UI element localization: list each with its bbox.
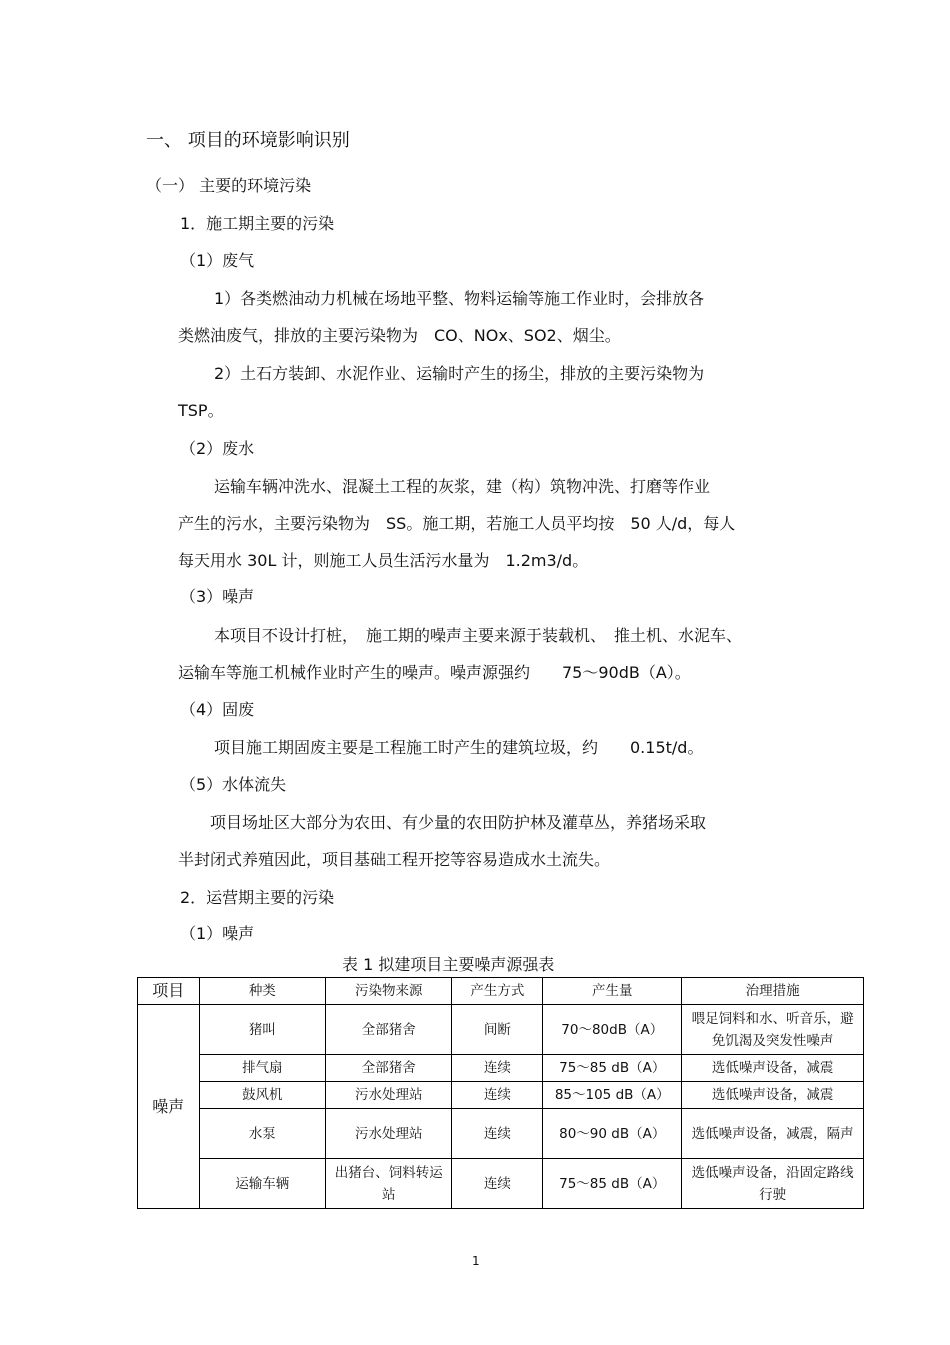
cell-kind: 排气扇 xyxy=(199,1055,325,1082)
wastewater-heading: （2）废水 xyxy=(180,439,255,458)
cell-mode: 连续 xyxy=(452,1159,543,1209)
noise-heading: （3）噪声 xyxy=(180,587,255,606)
noise-source-table xyxy=(137,977,864,1209)
table-caption: 表 1 拟建项目主要噪声源强表 xyxy=(342,955,555,974)
cell-amount: 75～85 dB（A） xyxy=(543,1055,682,1082)
cell-kind: 水泵 xyxy=(199,1109,325,1159)
operation-heading: 2．运营期主要的污染 xyxy=(180,888,335,907)
table-row xyxy=(138,1082,864,1109)
cell-measure: 选低噪声设备，沿固定路线行驶 xyxy=(682,1159,864,1209)
operation-noise-heading: （1）噪声 xyxy=(180,924,255,943)
exhaust-paragraph-2-line-2: TSP。 xyxy=(178,401,224,420)
wastewater-line-3: 每天用水 30L 计，则施工人员生活污水量为 1.2m3/d。 xyxy=(178,551,589,570)
cell-kind: 运输车辆 xyxy=(199,1159,325,1209)
cell-kind: 鼓风机 xyxy=(199,1082,325,1109)
cell-measure: 喂足饲料和水、听音乐，避免饥渴及突发性噪声 xyxy=(682,1005,864,1055)
cell-source: 污水处理站 xyxy=(326,1109,452,1159)
header-cell: 种类 xyxy=(199,978,325,1005)
wastewater-line-1: 运输车辆冲洗水、混凝土工程的灰浆，建（构）筑物冲洗、打磨等作业 xyxy=(214,477,711,496)
wastewater-line-2: 产生的污水，主要污染物为 SS。施工期，若施工人员平均按 50 人/d，每人 xyxy=(178,514,736,533)
header-cell: 产生量 xyxy=(543,978,682,1005)
soil-erosion-line-2: 半封闭式养殖因此，项目基础工程开挖等容易造成水土流失。 xyxy=(178,850,611,869)
table-header-row xyxy=(138,978,864,1005)
page-number: 1 xyxy=(472,1254,480,1268)
construction-heading: 1．施工期主要的污染 xyxy=(180,214,335,233)
noise-line-1: 本项目不设计打桩， 施工期的噪声主要来源于装载机、 推土机、水泥车、 xyxy=(214,626,743,645)
group-label: 噪声 xyxy=(138,1005,200,1209)
exhaust-paragraph-2-line-1: 2）土石方装卸、水泥作业、运输时产生的扬尘，排放的主要污染物为 xyxy=(214,364,705,383)
cell-source: 全部猪舍 xyxy=(326,1005,452,1055)
soil-erosion-line-1: 项目场址区大部分为农田、有少量的农田防护林及灌草丛，养猪场采取 xyxy=(210,813,707,832)
table-row xyxy=(138,1159,864,1209)
cell-mode: 间断 xyxy=(452,1005,543,1055)
section-title: 一、 项目的环境影响识别 xyxy=(146,130,350,151)
header-cell: 项目 xyxy=(138,978,200,1005)
cell-amount: 70～80dB（A） xyxy=(543,1005,682,1055)
table-row xyxy=(138,1109,864,1159)
header-cell: 产生方式 xyxy=(452,978,543,1005)
solid-waste-line-1: 项目施工期固废主要是工程施工时产生的建筑垃圾，约 0.15t/d。 xyxy=(214,738,704,757)
exhaust-heading: （1）废气 xyxy=(180,251,255,270)
cell-source: 全部猪舍 xyxy=(326,1055,452,1082)
cell-amount: 75～85 dB（A） xyxy=(543,1159,682,1209)
header-cell: 污染物来源 xyxy=(326,978,452,1005)
solid-waste-heading: （4）固废 xyxy=(180,700,255,719)
subsection-title: （一） 主要的环境污染 xyxy=(146,176,312,195)
cell-source: 污水处理站 xyxy=(326,1082,452,1109)
cell-amount: 85～105 dB（A） xyxy=(543,1082,682,1109)
cell-mode: 连续 xyxy=(452,1082,543,1109)
noise-line-2: 运输车等施工机械作业时产生的噪声。噪声源强约 75～90dB（A）。 xyxy=(178,663,691,682)
cell-measure: 选低噪声设备，减震，隔声 xyxy=(682,1109,864,1159)
cell-amount: 80～90 dB（A） xyxy=(543,1109,682,1159)
cell-measure: 选低噪声设备，减震 xyxy=(682,1055,864,1082)
header-cell: 治理措施 xyxy=(682,978,864,1005)
soil-erosion-heading: （5）水体流失 xyxy=(180,775,287,794)
exhaust-paragraph-1-line-2: 类燃油废气，排放的主要污染物为 CO、NOx、SO2、烟尘。 xyxy=(178,326,621,345)
cell-mode: 连续 xyxy=(452,1109,543,1159)
table-row xyxy=(138,1005,864,1055)
cell-kind: 猪叫 xyxy=(199,1005,325,1055)
cell-source: 出猪台、饲料转运站 xyxy=(326,1159,452,1209)
table-row xyxy=(138,1055,864,1082)
cell-measure: 选低噪声设备，减震 xyxy=(682,1082,864,1109)
cell-mode: 连续 xyxy=(452,1055,543,1082)
exhaust-paragraph-1-line-1: 1）各类燃油动力机械在场地平整、物料运输等施工作业时，会排放各 xyxy=(214,289,705,308)
